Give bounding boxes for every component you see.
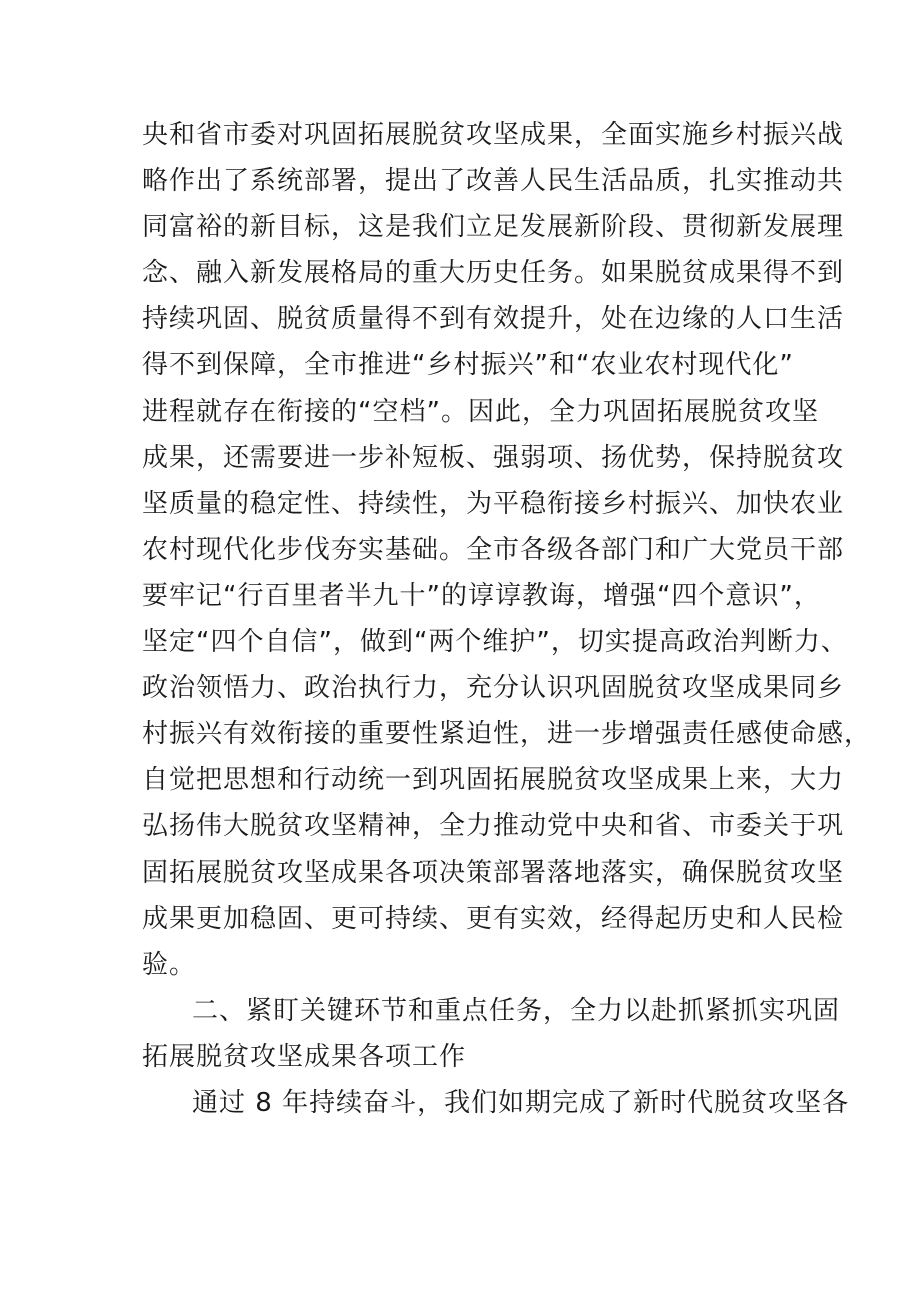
text-line: 持续巩固、脱贫质量得不到有效提升，处在边缘的人口生活 (142, 304, 845, 335)
text-line: 得不到保障，全市推进“乡村振兴”和“农业农村现代化” (142, 350, 794, 381)
text-line: 政治领悟力、政治执行力，充分认识巩固脱贫攻坚成果同乡 (142, 673, 845, 704)
text-line: 自觉把思想和行动统一到巩固拓展脱贫攻坚成果上来，大力 (142, 765, 845, 796)
text-line: 农村现代化步伐夯实基础。全市各级各部门和广大党员干部 (142, 534, 845, 565)
section-heading (142, 988, 841, 1080)
heading-line: 二、紧盯关键环节和重点任务，全力以赴抓紧抓实巩固 (192, 995, 841, 1026)
text-line: 成果，还需要进一步补短板、强弱项、扬优势，保持脱贫攻 (142, 442, 845, 473)
paragraph-continuation (142, 112, 872, 988)
paragraph-start (142, 1080, 850, 1126)
text-line: 村振兴有效衔接的重要性紧迫性，进一步增强责任感使命感， (142, 719, 872, 750)
text-line: 弘扬伟大脱贫攻坚精神，全力推动党中央和省、市委关于巩 (142, 811, 845, 842)
text-line: 坚定“四个自信”，做到“两个维护”，切实提高政治判断力、 (142, 627, 848, 658)
text-line: 同富裕的新目标，这是我们立足发展新阶段、贯彻新发展理 (142, 212, 845, 243)
text-line: 要牢记“行百里者半九十”的谆谆教诲，增强“四个意识”， (142, 580, 821, 611)
text-line: 略作出了系统部署，提出了改善人民生活品质，扎实推动共 (142, 166, 845, 197)
text-line: 通过 8 年持续奋斗，我们如期完成了新时代脱贫攻坚各 (192, 1087, 850, 1118)
text-line: 成果更加稳固、更可持续、更有实效，经得起历史和人民检 (142, 903, 845, 934)
text-line: 固拓展脱贫攻坚成果各项决策部署落地落实，确保脱贫攻坚 (142, 857, 845, 888)
text-line: 坚质量的稳定性、持续性，为平稳衔接乡村振兴、加快农业 (142, 488, 845, 519)
heading-line: 拓展脱贫攻坚成果各项工作 (142, 1041, 467, 1072)
text-line: 念、融入新发展格局的重大历史任务。如果脱贫成果得不到 (142, 258, 845, 289)
text-line: 进程就存在衔接的“空档”。因此，全力巩固拓展脱贫攻坚 (142, 396, 819, 427)
text-line: 央和省市委对巩固拓展脱贫攻坚成果，全面实施乡村振兴战 (142, 120, 845, 150)
document-body (142, 112, 872, 1126)
text-line: 验。 (142, 949, 197, 980)
